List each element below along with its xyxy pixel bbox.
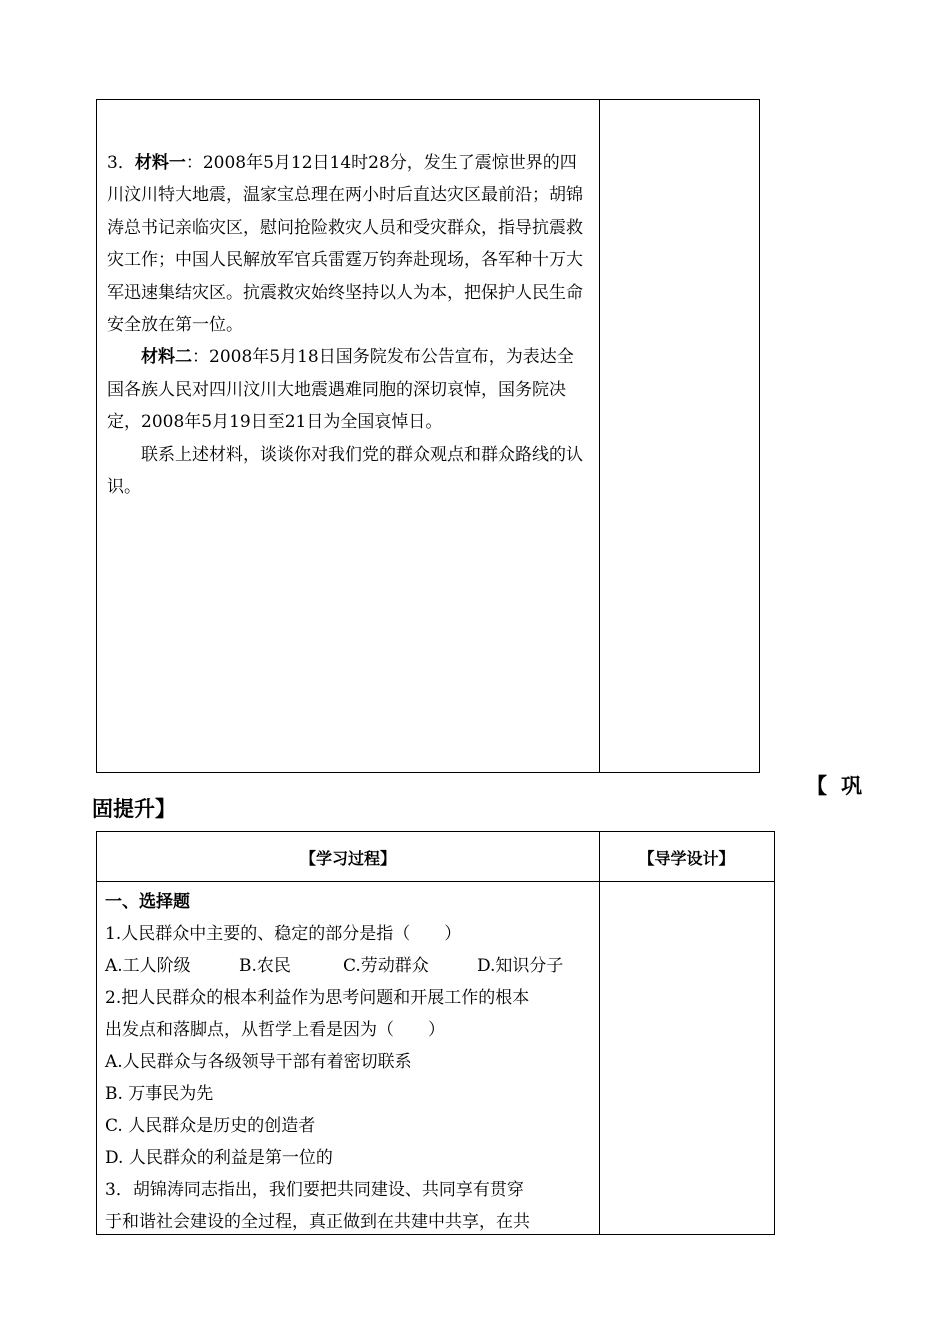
material-one-text: ：2008年5月12日14时28分，发生了震惊世界的四川汶川特大地震，温家宝总理在两小时后直达灾区最前沿；胡锦涛总书记亲临灾区，慰问抢险救灾人员和受灾群众，指导抗震救灾工作；中国人民解放军官兵雷霆万钧奔赴现场，各军种十万大军迅速集结灾区。抗震救灾始终坚持以人为本，把保护人民生命安全放在第一位。 [107, 153, 583, 336]
question-2-option-d: D. 人民群众的利益是第一位的 [105, 1148, 333, 1168]
header-divider [97, 881, 774, 882]
option-b: B.农民 [239, 956, 291, 976]
exercise-table [96, 831, 775, 1235]
header-learning-process: 【学习过程】 [299, 849, 396, 868]
option-a: A.工人阶级 [105, 956, 191, 976]
material-one-label: 材料一 [134, 153, 186, 173]
question-number: 3． [107, 153, 135, 173]
column-divider [599, 100, 600, 772]
material-two-label: 材料二 [141, 347, 192, 368]
question-3-line-1: 3．胡锦涛同志指出，我们要把共同建设、共同享有贯穿 [105, 1180, 524, 1200]
option-d: D.知识分子 [477, 956, 564, 976]
question-2-option-c: C. 人民群众是历史的创造者 [105, 1116, 316, 1136]
question-prompt: 联系上述材料，谈谈你对我们党的群众观点和群众路线的认识。 [107, 444, 583, 498]
material-two-paragraph [107, 341, 587, 438]
material-table [96, 99, 760, 773]
material-one-paragraph [107, 147, 587, 341]
column-divider [599, 832, 600, 1234]
question-1-options [105, 950, 591, 982]
exercise-content [105, 886, 591, 1235]
question-2-option-b: B. 万事民为先 [105, 1084, 214, 1104]
material-two-text: ：2008年5月18日国务院发布公告宣布，为表达全国各族人民对四川汶川大地震遇难同胞的深切哀悼，国务院决定，2008年5月19日至21日为全国哀悼日。 [107, 347, 574, 433]
section-heading-start: 【巩 [806, 774, 876, 798]
question-1: 1.人民群众中主要的、稳定的部分是指（ ） [105, 924, 462, 944]
material-content [107, 147, 587, 503]
question-2-option-a: A.人民群众与各级领导干部有着密切联系 [105, 1052, 412, 1072]
question-3-line-2: 于和谐社会建设的全过程，真正做到在共建中共享，在共 [105, 1212, 530, 1232]
option-c: C.劳动群众 [343, 956, 429, 976]
question-2-line-1: 2.把人民群众的根本利益作为思考问题和开展工作的根本 [105, 988, 530, 1008]
question-2-line-2: 出发点和落脚点，从哲学上看是因为（ ） [105, 1020, 445, 1040]
section-title: 一、选择题 [105, 892, 190, 912]
header-guide-design: 【导学设计】 [638, 849, 735, 868]
section-heading-end: 固提升】 [92, 797, 176, 821]
